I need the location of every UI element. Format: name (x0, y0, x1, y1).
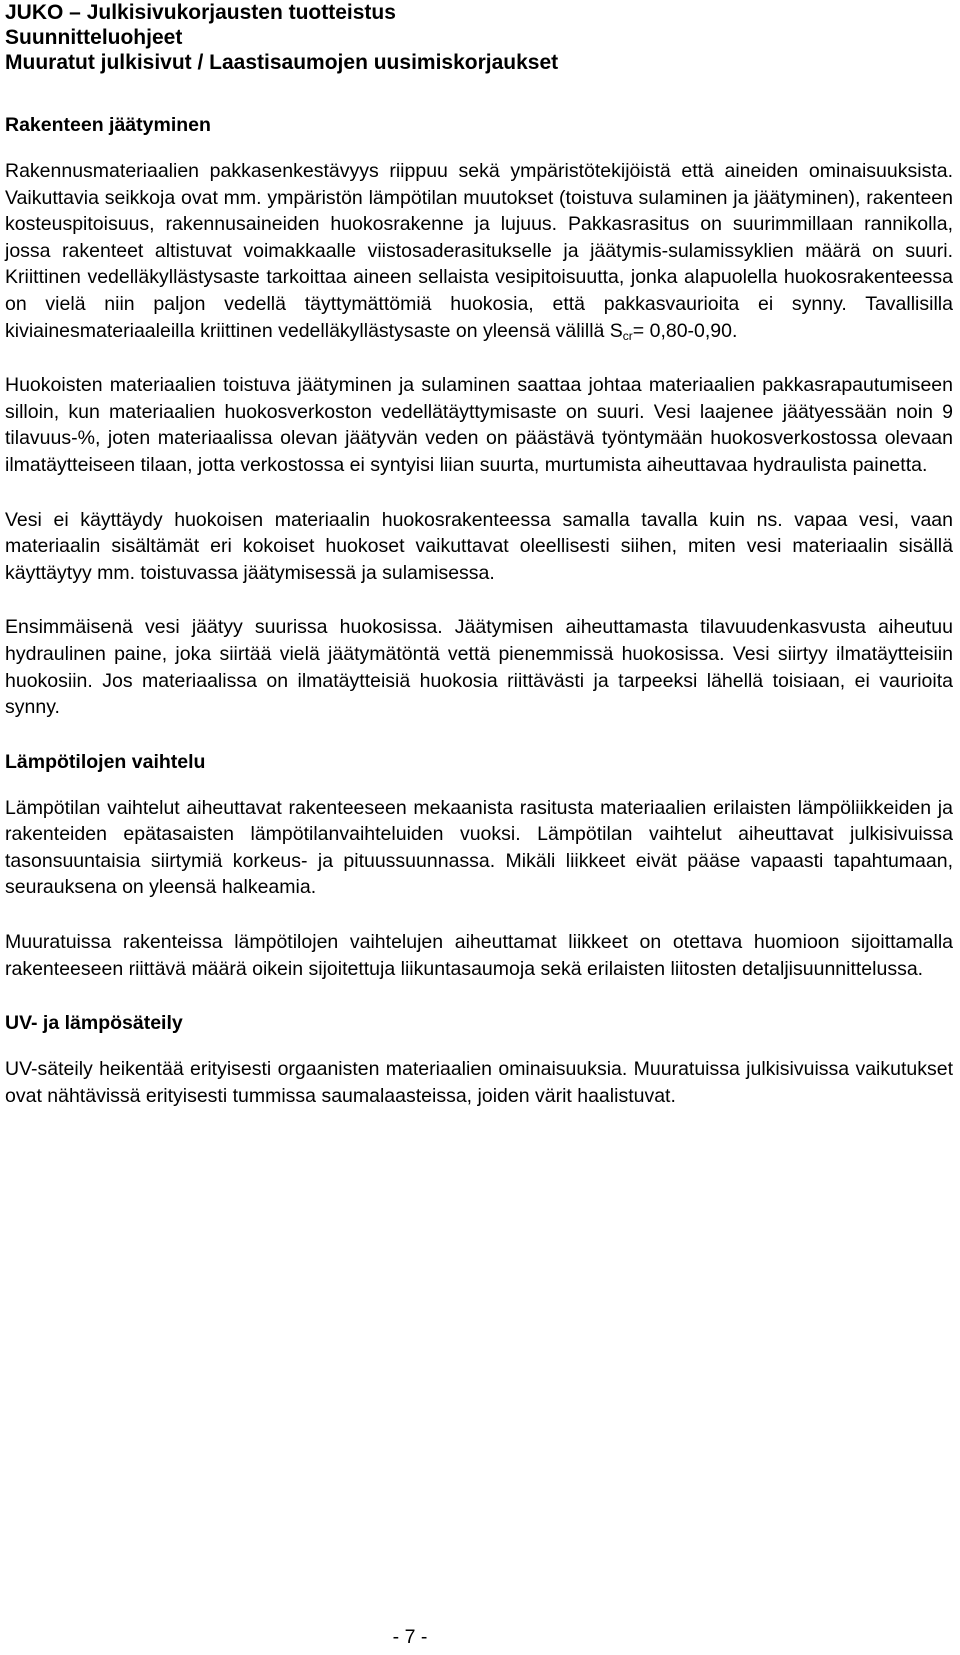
page-number: - 7 - (392, 1626, 428, 1648)
paragraph-freezing-4: Ensimmäisenä vesi jäätyy suurissa huokosissa. Jäätymisen aiheuttamasta tilavuudenkasvusta aiheutuu hydraulinen paine, joka siirtää vielä jäätymätöntä vettä pienemmissä huokosissa. Vesi siirtyy ilmatäytteisiin huokosiin. Jos materiaalissa on ilmatäytteisiä huokosia riittävästi ja tarpeeksi lähellä toisiaan, ei vaurioita synny. (5, 616, 953, 719)
section-freezing (5, 112, 953, 721)
header-document-type: Suunnitteluohjeet (5, 26, 183, 49)
paragraph-freezing-1-end: = 0,80-0,90. (632, 319, 738, 342)
paragraph-freezing-2: Huokoisten materiaalien toistuva jäätyminen ja sulaminen saattaa johtaa materiaalien pakkasrapautumiseen silloin, kun materiaalien huokosverkoston vedellätäyttymisaste on suuri. Vesi laajenee jäätyessään noin 9 tilavuus-%, joten materiaalissa olevan jäätyvän veden on päästävä työntymään huokosverkostossa olevaan ilmatäytteiseen tilaan, jotta verkostossa ei syntyisi liian suurta, murtumista aiheuttavaa hydraulista painetta. (5, 374, 953, 476)
page-number-footer (0, 1625, 960, 1649)
section-uv (5, 1010, 953, 1109)
paragraph-freezing-1-text: Rakennusmateriaalien pakkasenkestävyys riippuu sekä ympäristötekijöistä että aineiden ominaisuuksista. Vaikuttavia seikkoja ovat mm. ympäristön lämpötilan muutokset (toistuva sulaminen ja jäätyminen), rakenteen kosteuspitoisuus, rakennusaineiden huokosrakenne ja lujuus. Pakkasrasitus on suurimmillaan rannikolla, jossa rakenteet altistuvat voimakkaalle viistosaderasitukselle ja jäätymis-sulamissyklien määrä on suuri. Kriittinen vedelläkyllästysaste tarkoittaa aineen sellaista vesipitoisuutta, jonka alapuolella huokosrakenteessa on vielä niin paljon vedellä täyttymättömiä huokosia, että pakkasvaurioita ei synny. Tavallisilla kiviainesmateriaaleilla kriittinen vedelläkyllästysaste on yleensä välillä S (5, 160, 953, 342)
paragraph-uv-1: UV-säteily heikentää erityisesti orgaanisten materiaalien ominaisuuksia. Muuratuissa julkisivuissa vaikutukset ovat nähtävissä erityisesti tummissa saumalaasteissa, joiden värit haalistuvat. (5, 1058, 953, 1107)
paragraph-temperature-1: Lämpötilan vaihtelut aiheuttavat rakenteeseen mekaanista rasitusta materiaalien erilaisten lämpöliikkeiden ja rakenteiden epätasaisten lämpötilanvaihteluiden vuoksi. Lämpötilan vaihtelut aiheuttavat julkisivuissa tasonsuuntaisia siirtymiä korkeus- ja pituussuunnassa. Mikäli liikkeet eivät pääse vapaasti tapahtumaan, seurauksena on yleensä halkeamia. (5, 796, 953, 899)
section-title-uv: UV- ja lämpösäteily (5, 1012, 183, 1035)
paragraph-temperature-2: Muuratuissa rakenteissa lämpötilojen vaihtelujen aiheuttamat liikkeet on otettava huomioon sijoittamalla rakenteeseen riittävä määrä oikein sijoitettuja liikuntasaumoja sekä erilaisten liitosten detaljisuunnittelussa. (5, 931, 953, 980)
section-title-temperature: Lämpötilojen vaihtelu (5, 750, 206, 773)
paragraph-freezing-1 (5, 158, 953, 344)
section-title-freezing: Rakenteen jäätyminen (5, 114, 211, 136)
document-header (5, 0, 953, 75)
section-temperature (5, 749, 953, 983)
document-page (5, 0, 953, 1109)
paragraph-freezing-3: Vesi ei käyttäydy huokoisen materiaalin huokosrakenteessa samalla tavalla kuin ns. vapaa vesi, vaan materiaalin sisältämät eri kokoiset huokoset vaikuttavat oleellisesti siihen, miten vesi materiaalin sisällä käyttäytyy mm. toistuvassa jäätymisessä ja sulamisessa. (5, 508, 953, 584)
subscript-cr: cr (622, 328, 633, 343)
header-project-title: JUKO – Julkisivukorjausten tuotteistus (5, 1, 396, 24)
header-document-subject: Muuratut julkisivut / Laastisaumojen uusimiskorjaukset (5, 51, 559, 74)
